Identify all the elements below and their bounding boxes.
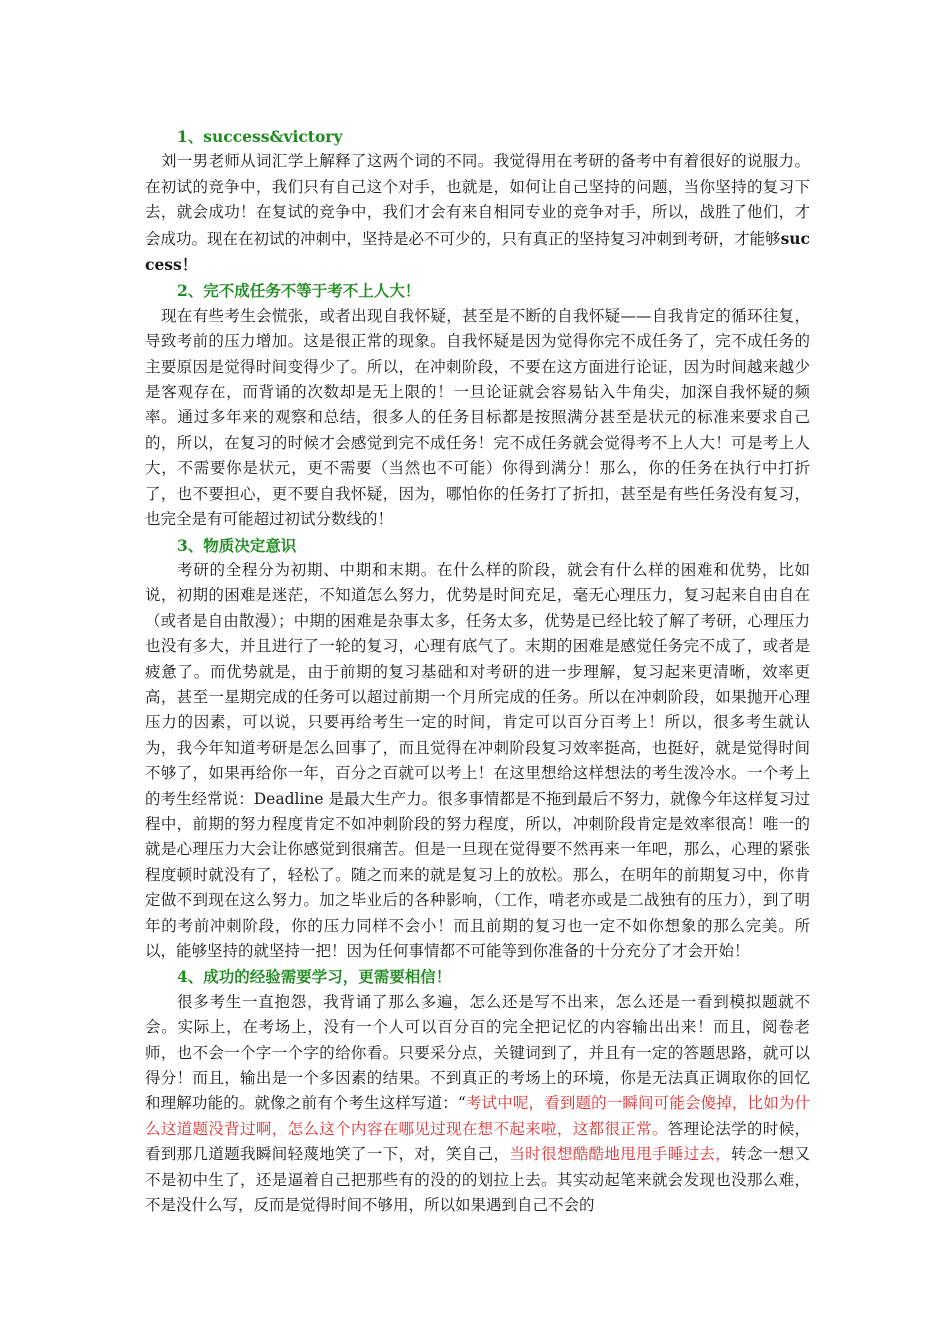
section-1-body	[145, 149, 810, 278]
section-4-quote-highlight-1: 考试中呢，看到题的一瞬间可能会傻掉，比如为什么这道题没背过啊，怎么这个内容在哪见过现在想不起来啦，这都很正常。	[145, 1094, 810, 1138]
section-2-heading: 2、完不成任务不等于考不上人大！	[177, 281, 421, 301]
section-3-body: 考研的全程分为初期、中期和末期。在什么样的阶段，就会有什么样的困难和优势，比如说，初期的困难是迷茫，不知道怎么努力，优势是时间充足，毫无心理压力，复习起来自由自在（或者是自由散漫）；中期的困难是杂事太多，任务太多，优势是已经比较了解了考研，心理压力也没有多大，并且进行了一轮的复习，心理有底气了。末期的困难是感觉任务完不成了，或者是疲惫了。而优势就是，由于前期的复习基础和对考研的进一步理解，复习起来更清晰，效率更高，甚至一星期完成的任务可以超过前期一个月所完成的任务。所以在冲刺阶段，如果抛开心理压力的因素，可以说，只要再给考生一定的时间，肯定可以百分百考上！所以，很多考生就认为，我今年知道考研是怎么回事了，而且觉得在冲刺阶段复习效率挺高，也挺好，就是觉得时间不够了，如果再给你一年，百分之百就可以考上！在这里想给这样想法的考生泼冷水。一个考上的考生经常说：Deadline 是最大生产力。很多事情都是不拖到最后不努力，就像今年这样复习过程中，前期的努力程度肯定不如冲刺阶段的努力程度，所以，冲刺阶段肯定是效率很高！唯一的就是心理压力大会让你感觉到很痛苦。但是一旦现在觉得要不然再来一年吧，那么，心理的紧张程度顿时就没有了，轻松了。随之而来的就是复习上的放松。那么，在明年的前期复习中，你肯定做不到现在这么努力。加之毕业后的各种影响，（工作，啃老亦或是二战独有的压力），到了明年的考前冲刺阶段，你的压力同样不会小！而且前期的复习也一定不如你想象的那么完美。所以，能够坚持的就坚持一把！因为任何事情都不可能等到你准备的十分充分了才会开始！	[145, 560, 810, 960]
document-page	[145, 124, 810, 1218]
section-1-heading: 1、success&victory	[177, 127, 343, 146]
section-4-text-b: 答理论法学的时候，看到那几道题我瞬间轻蔑地笑了一下，对，笑自己，	[145, 1119, 810, 1164]
section-1-text: 刘一男老师从词汇学上解释了这两个词的不同。我觉得用在考研的备考中有着很好的说服力。在初试的竞争中，我们只有自己这个对手，也就是，如何让自己坚持的问题，当你坚持的复习下去，就会成功！在复试的竞争中，我们才会有来自相同专业的竞争对手，所以，战胜了他们，才会成功。现在在初试的冲刺中，坚持是必不可少的，只有真正的坚持复习冲刺到考研，才能够	[145, 152, 810, 248]
section-3-heading: 3、物质决定意识	[177, 535, 297, 555]
section-4-body	[145, 990, 810, 1219]
section-2-body: 现在有些考生会慌张，或者出现自我怀疑，甚至是不断的自我怀疑——自我肯定的循环往复，导致考前的压力增加。这是很正常的现象。自我怀疑是因为觉得你完不成任务了，完不成任务的主要原因是觉得时间变得少了。所以，在冲刺阶段，不要在这方面进行论证，因为时间越来越少是客观存在，而背诵的次数却是无上限的！一旦论证就会容易钻入牛角尖，加深自我怀疑的频率。通过多年来的观察和总结，很多人的任务目标都是按照满分甚至是状元的标准来要求自己的，所以，在复习的时候才会感觉到完不成任务！完不成任务就会觉得考不上人大！可是考上人大，不需要你是状元，更不需要（当然也不可能）你得到满分！那么，你的任务在执行中打折了，也不要担心，更不要自我怀疑，因为，哪怕你的任务打了折扣，甚至是有些任务没有复习，也完全是有可能超过初试分数线的！	[145, 306, 810, 529]
section-4-text-c: 转念一想又不是初中生了，还是逼着自己把那些有的没的的划拉上去。其实动起笔来就会发现也没那么难，不是没什么写，反而是觉得时间不够用，所以如果遇到自己不会的	[145, 1145, 810, 1215]
section-4-heading: 4、成功的经验需要学习，更需要相信！	[177, 967, 452, 987]
section-1-text-end: success！	[145, 228, 810, 275]
section-4-text-a: 很多考生一直抱怨，我背诵了那么多遍，怎么还是写不出来，怎么还是一看到模拟题就不会。实际上，在考场上，没有一个人可以百分百的完全把记忆的内容输出出来！而且，阅卷老师，也不会一个字一个字的给你看。只要采分点，关键词到了，并且有一定的答题思路，就可以得分！而且，输出是一个多因素的结果。不到真正的考场上的环境，你是无法真正调取你的回忆和理解功能的。就像之前有个考生这样写道：“	[145, 992, 810, 1113]
section-4-quote-highlight-2: 当时很想酷酷地甩甩手睡过去，	[509, 1145, 732, 1164]
